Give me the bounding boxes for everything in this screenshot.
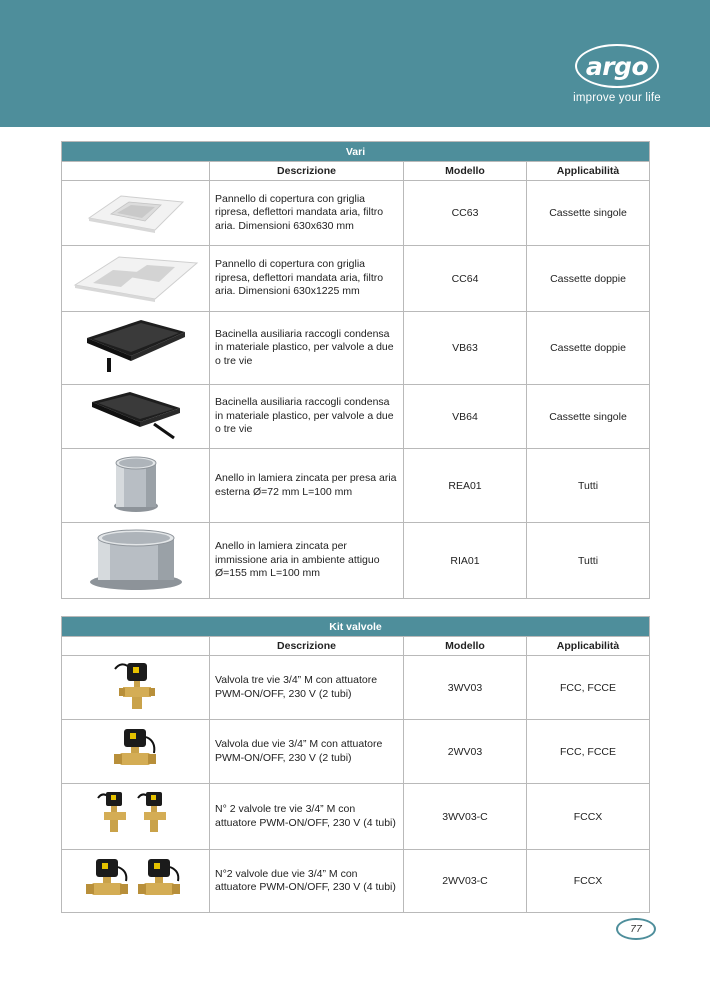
description-header: Descrizione [210, 162, 404, 181]
row-applicability: Cassette doppie [527, 246, 650, 312]
metal-ring-icon [86, 526, 186, 592]
row-description: Valvola tre vie 3/4” M con attuatore PWM-ON/OFF, 230 V (2 tubi) [210, 656, 404, 720]
section-title: Kit valvole [62, 617, 650, 637]
table-row [62, 850, 650, 913]
table-row [62, 181, 650, 246]
ceiling-panel-double-icon [71, 251, 201, 303]
drip-tray-icon [86, 388, 186, 442]
valve-icon [111, 659, 161, 713]
row-description: Anello in lamiera zincata per presa aria esterna Ø=72 mm L=100 mm [210, 449, 404, 523]
section-title: Vari [62, 142, 650, 162]
product-image-cell [62, 523, 210, 599]
table-row [62, 656, 650, 720]
row-model: 3WV03-C [404, 784, 527, 850]
product-image-cell [62, 385, 210, 449]
row-description: Bacinella ausiliaria raccogli condensa in materiale plastico, per valvole a due o tre vie [210, 312, 404, 385]
image-column-header [62, 637, 210, 656]
table-row [62, 449, 650, 523]
product-image-cell [62, 312, 210, 385]
product-image-cell [62, 784, 210, 850]
column-header-row [62, 162, 650, 181]
row-applicability: FCCX [527, 850, 650, 913]
valve-pair-icon [96, 790, 176, 840]
drip-tray-icon [81, 318, 191, 376]
row-description: Pannello di copertura con griglia ripresa, deflettori mandata aria, filtro aria. Dimensioni 630x1225 mm [210, 246, 404, 312]
table-vari [61, 141, 650, 599]
row-applicability: FCC, FCCE [527, 656, 650, 720]
row-model: CC63 [404, 181, 527, 246]
row-description: Bacinella ausiliaria raccogli condensa in materiale plastico, per valvole a due o tre vie [210, 385, 404, 449]
product-image-cell [62, 449, 210, 523]
row-model: CC64 [404, 246, 527, 312]
row-model: RIA01 [404, 523, 527, 599]
product-image-cell [62, 181, 210, 246]
table-row [62, 385, 650, 449]
applicability-header: Applicabilità [527, 637, 650, 656]
row-model: REA01 [404, 449, 527, 523]
product-image-cell [62, 850, 210, 913]
row-description: Pannello di copertura con griglia ripresa, deflettori mandata aria, filtro aria. Dimensioni 630x630 mm [210, 181, 404, 246]
brand-tagline: improve your life [573, 92, 661, 104]
metal-ring-icon [106, 453, 166, 515]
image-column-header [62, 162, 210, 181]
table-row [62, 312, 650, 385]
row-description: Anello in lamiera zincata per immissione aria in ambiente attiguo Ø=155 mm L=100 mm [210, 523, 404, 599]
row-description: N° 2 valvole tre vie 3/4” M con attuatore PWM-ON/OFF, 230 V (4 tubi) [210, 784, 404, 850]
row-model: 2WV03-C [404, 850, 527, 913]
row-applicability: Cassette singole [527, 385, 650, 449]
ceiling-panel-icon [81, 190, 191, 234]
table-row [62, 720, 650, 784]
row-applicability: Tutti [527, 523, 650, 599]
valve-pair-icon [84, 855, 188, 905]
table-row [62, 784, 650, 850]
row-applicability: Cassette doppie [527, 312, 650, 385]
table-kit-valvole [61, 616, 650, 913]
applicability-header: Applicabilità [527, 162, 650, 181]
row-model: 3WV03 [404, 656, 527, 720]
row-model: VB64 [404, 385, 527, 449]
table-row [62, 246, 650, 312]
model-header: Modello [404, 637, 527, 656]
table-row [62, 523, 650, 599]
brand-name: argo [585, 51, 649, 81]
page-number: 77 [616, 918, 656, 940]
row-applicability: Cassette singole [527, 181, 650, 246]
product-image-cell [62, 656, 210, 720]
argo-logo [572, 44, 662, 106]
product-image-cell [62, 720, 210, 784]
row-description: N°2 valvole due vie 3/4” M con attuatore PWM-ON/OFF, 230 V (4 tubi) [210, 850, 404, 913]
column-header-row [62, 637, 650, 656]
header-band [0, 0, 710, 127]
model-header: Modello [404, 162, 527, 181]
description-header: Descrizione [210, 637, 404, 656]
logo-oval [575, 44, 659, 88]
valve-icon [108, 723, 164, 777]
row-model: 2WV03 [404, 720, 527, 784]
row-applicability: Tutti [527, 449, 650, 523]
product-image-cell [62, 246, 210, 312]
row-applicability: FCC, FCCE [527, 720, 650, 784]
row-description: Valvola due vie 3/4” M con attuatore PWM-ON/OFF, 230 V (2 tubi) [210, 720, 404, 784]
row-applicability: FCCX [527, 784, 650, 850]
row-model: VB63 [404, 312, 527, 385]
